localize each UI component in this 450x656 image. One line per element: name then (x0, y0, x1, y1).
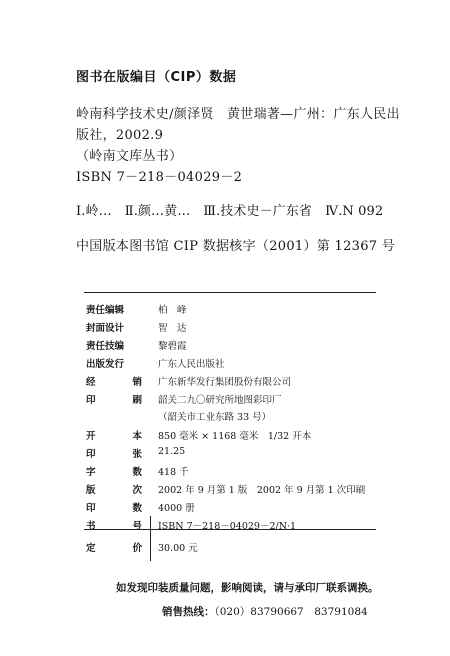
detail-label: 开 本 (86, 431, 142, 442)
detail-label: 版 次 (86, 485, 142, 496)
detail-value: 广东人民出版社 (158, 359, 225, 370)
detail-label: 印 刷 (86, 395, 142, 406)
detail-value: 黎碧霞 (158, 341, 187, 352)
cip-heading: 图书在版编目（CIP）数据 (76, 70, 237, 85)
detail-value: ISBN 7－218－04029－2/N·1 (158, 521, 297, 532)
cip-isbn: ISBN 7－218－04029－2 (76, 170, 243, 185)
detail-value: 智 达 (158, 323, 187, 334)
details-divider (150, 516, 151, 561)
detail-label: 字 数 (86, 467, 142, 478)
detail-label: 责任技编 (86, 341, 125, 352)
detail-label: 印 张 (86, 449, 142, 460)
detail-value: 韶关二九〇研究所地图彩印厂 (158, 395, 282, 406)
cip-publisher-line: 版社，2002.9 (76, 128, 164, 143)
cip-classification: Ⅰ.岭… Ⅱ.颜…黄… Ⅲ.技术史－广东省 Ⅳ.N 092 (76, 204, 384, 219)
cip-series-line: （岭南文库丛书） (76, 149, 183, 164)
detail-value: 4000 册 (158, 503, 195, 514)
cip-number: 中国版本图书馆 CIP 数据核字（2001）第 12367 号 (76, 239, 396, 254)
quality-notice: 如发现印装质量问题，影响阅读，请与承印厂联系调换。 (116, 582, 379, 594)
hotline-numbers: （020）83790667 83791084 (214, 606, 368, 618)
detail-value: 30.00 元 (158, 543, 198, 554)
detail-value: 2002 年 9 月第 1 版 2002 年 9 月第 1 次印刷 (158, 485, 366, 496)
details-top-rule (84, 292, 376, 293)
cip-title-line: 岭南科学技术史/颜泽贤 黄世瑞著—广州：广东人民出 (76, 107, 400, 122)
sales-hotline (162, 600, 368, 619)
detail-label: 封面设计 (86, 323, 125, 334)
detail-label: 定 价 (86, 543, 142, 554)
detail-value: 418 千 (158, 467, 189, 478)
detail-label: 书 号 (86, 521, 142, 532)
detail-label: 责任编辑 (86, 305, 125, 316)
detail-value: 柏 峰 (158, 305, 187, 316)
hotline-label: 销售热线： (162, 606, 215, 618)
detail-value: 广东新华发行集团股份有限公司 (158, 377, 292, 388)
detail-value: 21.25 (158, 446, 186, 457)
detail-label: 印 数 (86, 503, 142, 514)
detail-label: 出版发行 (86, 359, 125, 370)
detail-label: 经 销 (86, 377, 142, 388)
detail-value: 850 毫米 × 1168 毫米 1/32 开本 (158, 431, 312, 442)
detail-value: （韶关市工业东路 33 号） (158, 412, 272, 423)
